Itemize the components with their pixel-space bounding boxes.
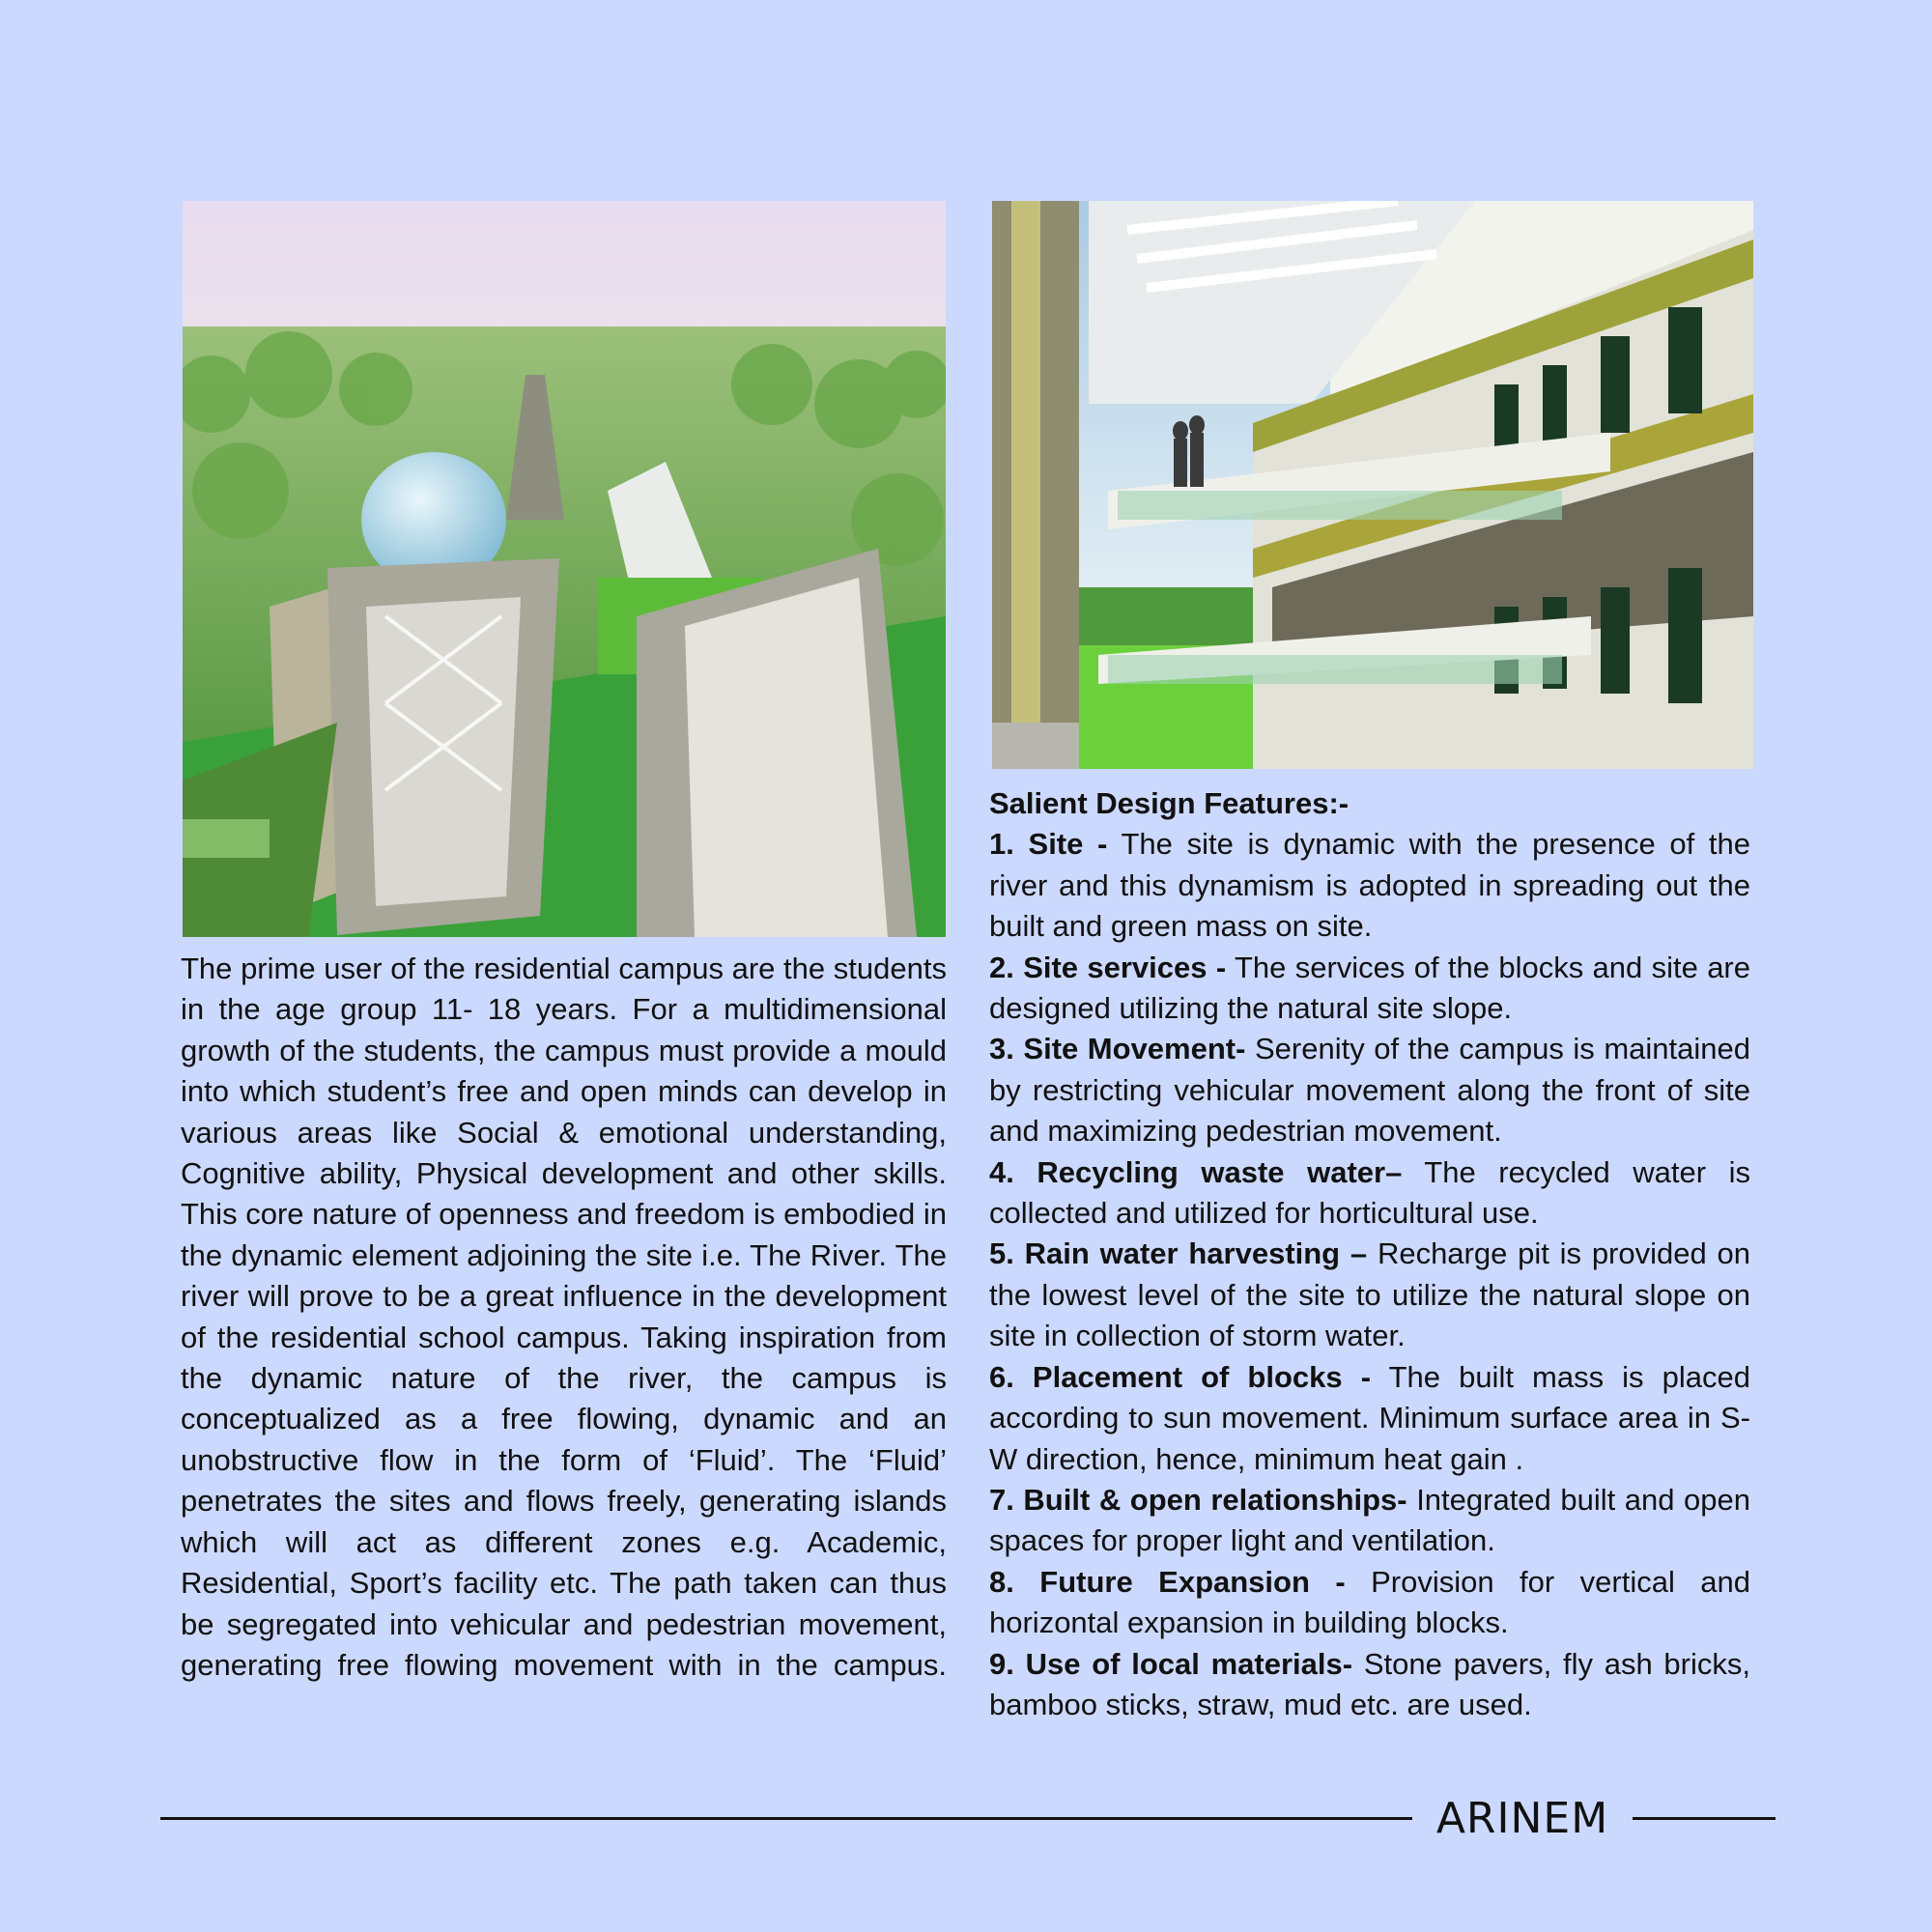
feature-item-future-expansion: [989, 1562, 1750, 1644]
feature-text: Integrated built and open spaces for proper light and ventilation.: [989, 1482, 1750, 1558]
feature-item-placement-of-blocks: [989, 1357, 1750, 1480]
feature-item-site: [989, 824, 1750, 947]
feature-title: 6. Placement of blocks -: [989, 1359, 1372, 1394]
feature-title: 1. Site -: [989, 827, 1108, 862]
feature-text: The site is dynamic with the presence of the river and this dynamism is adopted in spreading out the built and green mass on site.: [989, 827, 1750, 944]
feature-text: The built mass is placed according to sun movement. Minimum surface area in S-W direction, hence, minimum heat gain .: [989, 1359, 1750, 1476]
salient-features-section: [989, 783, 1750, 1725]
feature-title: 7. Built & open relationships-: [989, 1482, 1407, 1517]
feature-item-built-open-relationships: [989, 1480, 1750, 1562]
feature-text: The services of the blocks and site are designed utilizing the natural site slope.: [989, 950, 1750, 1026]
feature-text: Recharge pit is provided on the lowest level of the site to utilize the natural slope on site in collection of storm water.: [989, 1236, 1750, 1353]
campus-aerial-rendering: [183, 201, 946, 937]
features-heading: Salient Design Features:-: [989, 786, 1350, 820]
feature-item-site-movement: [989, 1029, 1750, 1151]
feature-title: 8. Future Expansion -: [989, 1564, 1346, 1599]
footer-divider-left: [160, 1817, 1412, 1820]
feature-text: Provision for vertical and horizontal expansion in building blocks.: [989, 1564, 1750, 1640]
feature-item-recycling-waste-water: [989, 1152, 1750, 1235]
feature-item-site-services: [989, 948, 1750, 1030]
footer-divider-right: [1633, 1817, 1776, 1820]
feature-item-rain-water-harvesting: [989, 1234, 1750, 1356]
feature-text: The recycled water is collected and utilized for horticultural use.: [989, 1154, 1750, 1231]
feature-item-local-materials: [989, 1644, 1750, 1726]
campus-description-paragraph: The prime user of the residential campus are the students in the age group 11- 18 years. For a multidimensional growth of the students, the campus must provide a mould into which student’s free and open minds can develop in various areas like Social & emotional understanding, Cognitive ability, Physical development and other skills. This core nature of openness and freedom is embodied in the dynamic element adjoining the site i.e. The River. The river will prove to be a great influence in the development of the residential school campus. Taking inspiration from the dynamic nature of the river, the campus is conceptualized as a free flowing, dynamic and an unobstructive flow in the form of ‘Fluid’. The ‘Fluid’ penetrates the sites and flows freely, generating islands which will act as different zones e.g. Academic, Residential, Sport’s facility etc. The path taken can thus be segregated into vehicular and pedestrian movement, generating free flowing movement with in the campus.: [181, 952, 947, 1682]
feature-title: 5. Rain water harvesting –: [989, 1236, 1368, 1271]
feature-title: 3. Site Movement-: [989, 1032, 1246, 1066]
feature-title: 9. Use of local materials-: [989, 1646, 1353, 1681]
atrium-corridor-rendering: [992, 201, 1753, 769]
feature-text: Serenity of the campus is maintained by restricting vehicular movement along the front of site and maximizing pedestrian movement.: [989, 1032, 1750, 1149]
feature-text: Stone pavers, fly ash bricks, bamboo sticks, straw, mud etc. are used.: [989, 1646, 1750, 1721]
feature-title: 4. Recycling waste water–: [989, 1154, 1403, 1189]
brand-logo: ARINEM: [1435, 1794, 1609, 1843]
feature-title: 2. Site services -: [989, 950, 1227, 984]
